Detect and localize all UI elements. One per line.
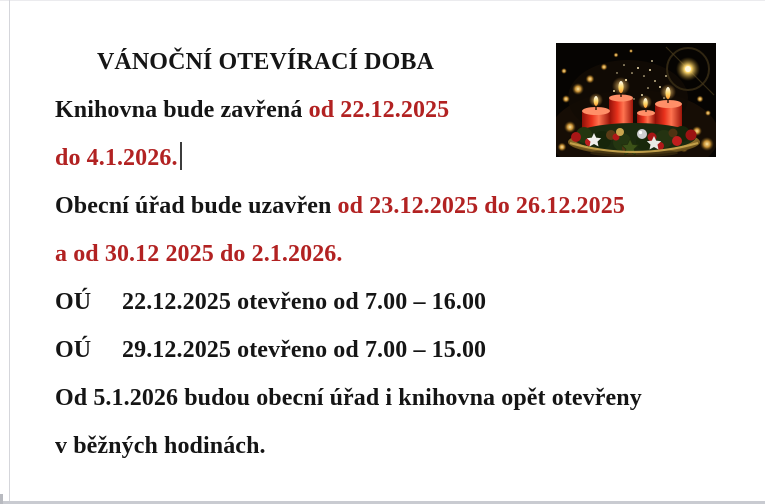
text-segment: v běžných hodinách. (55, 433, 266, 459)
paragraph-reopening[interactable] (55, 374, 755, 422)
office-abbreviation-label: OÚ (55, 289, 92, 315)
text-segment: Knihovna bude zavřená (55, 97, 309, 123)
text-segment: Od 5.1.2026 budou obecní úřad i knihovna opět otevřeny (55, 385, 642, 411)
text-segment-red: od 23.12.2025 do 26.12.2025 (337, 193, 625, 219)
text-caret (180, 142, 182, 170)
text-segment-red: od 22.12.2025 (308, 97, 450, 123)
window-corner-mark (0, 494, 3, 504)
page-title: VÁNOČNÍ OTEVÍRACÍ DOBA (97, 49, 434, 75)
text-segment: 29.12.2025 otevřeno od 7.00 – 15.00 (122, 337, 487, 363)
paragraph-office-closed-second-range[interactable] (55, 230, 755, 278)
paragraph-office-hours-29-12[interactable] (55, 326, 755, 374)
page-left-edge-line (9, 0, 10, 504)
window-top-edge (0, 0, 765, 1)
paragraph-reopening-continued[interactable] (55, 422, 755, 470)
text-segment-red: a od 30.12 2025 do 2.1.2026. (55, 241, 343, 267)
paragraph-office-closed[interactable] (55, 182, 755, 230)
text-segment-red: do 4.1.2026. (55, 145, 178, 171)
text-segment: 22.12.2025 otevřeno od 7.00 – 16.00 (122, 289, 487, 315)
office-abbreviation-label: OÚ (55, 337, 92, 363)
advent-wreath-image[interactable] (556, 43, 716, 157)
text-segment: Obecní úřad bude uzavřen (55, 193, 338, 219)
paragraph-office-hours-22-12[interactable] (55, 278, 755, 326)
